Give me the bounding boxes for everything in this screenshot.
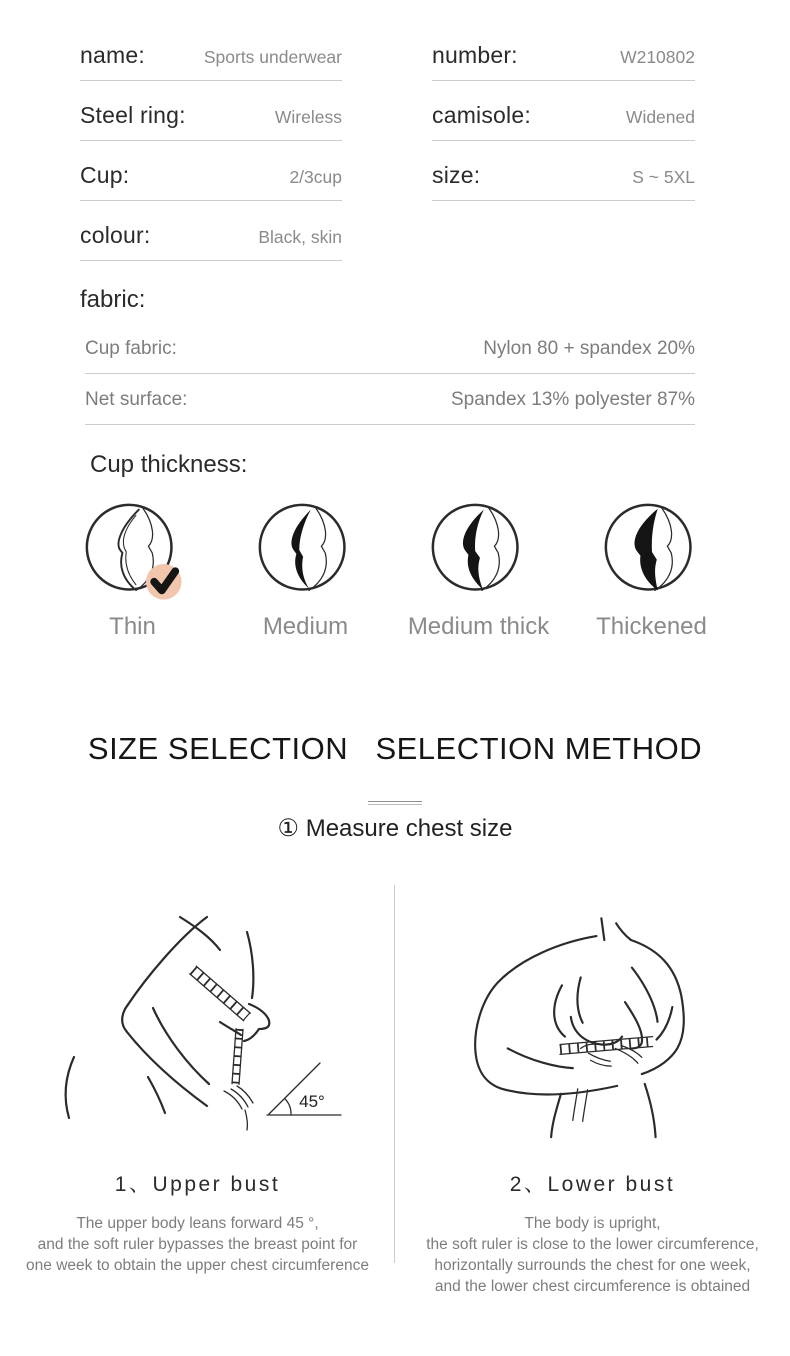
description-line: The body is upright, bbox=[524, 1215, 661, 1232]
cup-thickness-options bbox=[46, 501, 738, 641]
spec-row-name bbox=[80, 42, 342, 81]
fabric-row-cup-fabric bbox=[85, 338, 695, 374]
description-line: and the lower chest circumference is obtained bbox=[434, 1278, 751, 1295]
spec-row-cup bbox=[80, 162, 342, 201]
spec-label: colour: bbox=[80, 222, 151, 248]
description-line: the soft ruler is close to the lower circumference, bbox=[426, 1236, 759, 1253]
spec-label: Cup: bbox=[80, 162, 130, 188]
fabric-value: Nylon 80 + spandex 20% bbox=[483, 338, 695, 359]
cup-option-medium bbox=[219, 501, 392, 641]
spec-label: number: bbox=[432, 42, 518, 68]
spec-value: Widened bbox=[625, 107, 695, 127]
fabric-rows bbox=[85, 338, 695, 425]
upper-bust-column bbox=[0, 877, 395, 1297]
column-divider bbox=[394, 885, 395, 1263]
title-divider bbox=[368, 801, 422, 805]
measurement-section bbox=[0, 877, 790, 1297]
description-line: The upper body leans forward 45 °, bbox=[76, 1215, 319, 1232]
lower-bust-description bbox=[426, 1213, 759, 1297]
cup-option-medium-thick bbox=[392, 501, 565, 641]
cup-option-thickened bbox=[565, 501, 738, 641]
spec-row-size bbox=[432, 162, 695, 201]
angle-45-label: 45° bbox=[298, 1092, 325, 1111]
spec-value: Sports underwear bbox=[203, 47, 342, 67]
description-line: horizontally surrounds the chest for one week, bbox=[434, 1257, 751, 1274]
spec-value: Black, skin bbox=[258, 227, 342, 247]
upper-bust-title: 1、Upper bust bbox=[114, 1173, 281, 1196]
spec-label: camisole: bbox=[432, 102, 531, 128]
fabric-value: Spandex 13% polyester 87% bbox=[451, 389, 695, 410]
size-selection-title: SIZE SELECTION SELECTION METHOD bbox=[87, 731, 703, 766]
lower-bust-illustration bbox=[423, 877, 763, 1142]
lower-bust-column bbox=[395, 877, 790, 1297]
check-icon bbox=[145, 564, 181, 600]
spec-value: Wireless bbox=[274, 107, 342, 127]
spec-row-camisole bbox=[432, 102, 695, 141]
cup-option-thin bbox=[46, 501, 219, 641]
spec-label: size: bbox=[432, 162, 481, 188]
cup-medium-icon bbox=[256, 501, 356, 601]
cup-medium-thick-icon bbox=[429, 501, 529, 601]
spec-value: 2/3cup bbox=[289, 167, 342, 187]
cup-thickened-icon bbox=[602, 501, 702, 601]
spec-row-number bbox=[432, 42, 695, 81]
cup-option-label: Thickened bbox=[596, 613, 707, 640]
fabric-heading: fabric: bbox=[80, 286, 146, 313]
spec-label: name: bbox=[80, 42, 145, 68]
upper-bust-illustration bbox=[28, 877, 368, 1142]
spec-row-steel-ring bbox=[80, 102, 342, 141]
spec-grid bbox=[0, 0, 790, 282]
cup-option-label: Thin bbox=[109, 613, 156, 640]
upper-bust-description bbox=[26, 1213, 369, 1276]
spec-column-right bbox=[432, 42, 695, 282]
fabric-label: Net surface: bbox=[85, 389, 188, 410]
spec-row-colour bbox=[80, 222, 342, 261]
spec-value: S ~ 5XL bbox=[632, 167, 695, 187]
description-line: and the soft ruler bypasses the breast point for bbox=[37, 1236, 358, 1253]
cup-option-label: Medium thick bbox=[407, 613, 550, 640]
spec-column-left bbox=[80, 42, 342, 282]
cup-thin-icon bbox=[83, 501, 183, 601]
cup-thickness-heading: Cup thickness: bbox=[90, 451, 248, 478]
lower-bust-title: 2、Lower bust bbox=[509, 1173, 676, 1196]
fabric-row-net-surface bbox=[85, 389, 695, 425]
fabric-label: Cup fabric: bbox=[85, 338, 177, 359]
description-line: one week to obtain the upper chest circumference bbox=[26, 1257, 369, 1274]
spec-label: Steel ring: bbox=[80, 102, 186, 128]
spec-value: W210802 bbox=[620, 47, 695, 67]
cup-option-label: Medium bbox=[262, 613, 349, 640]
measure-step-title: ① Measure chest size bbox=[277, 815, 513, 842]
